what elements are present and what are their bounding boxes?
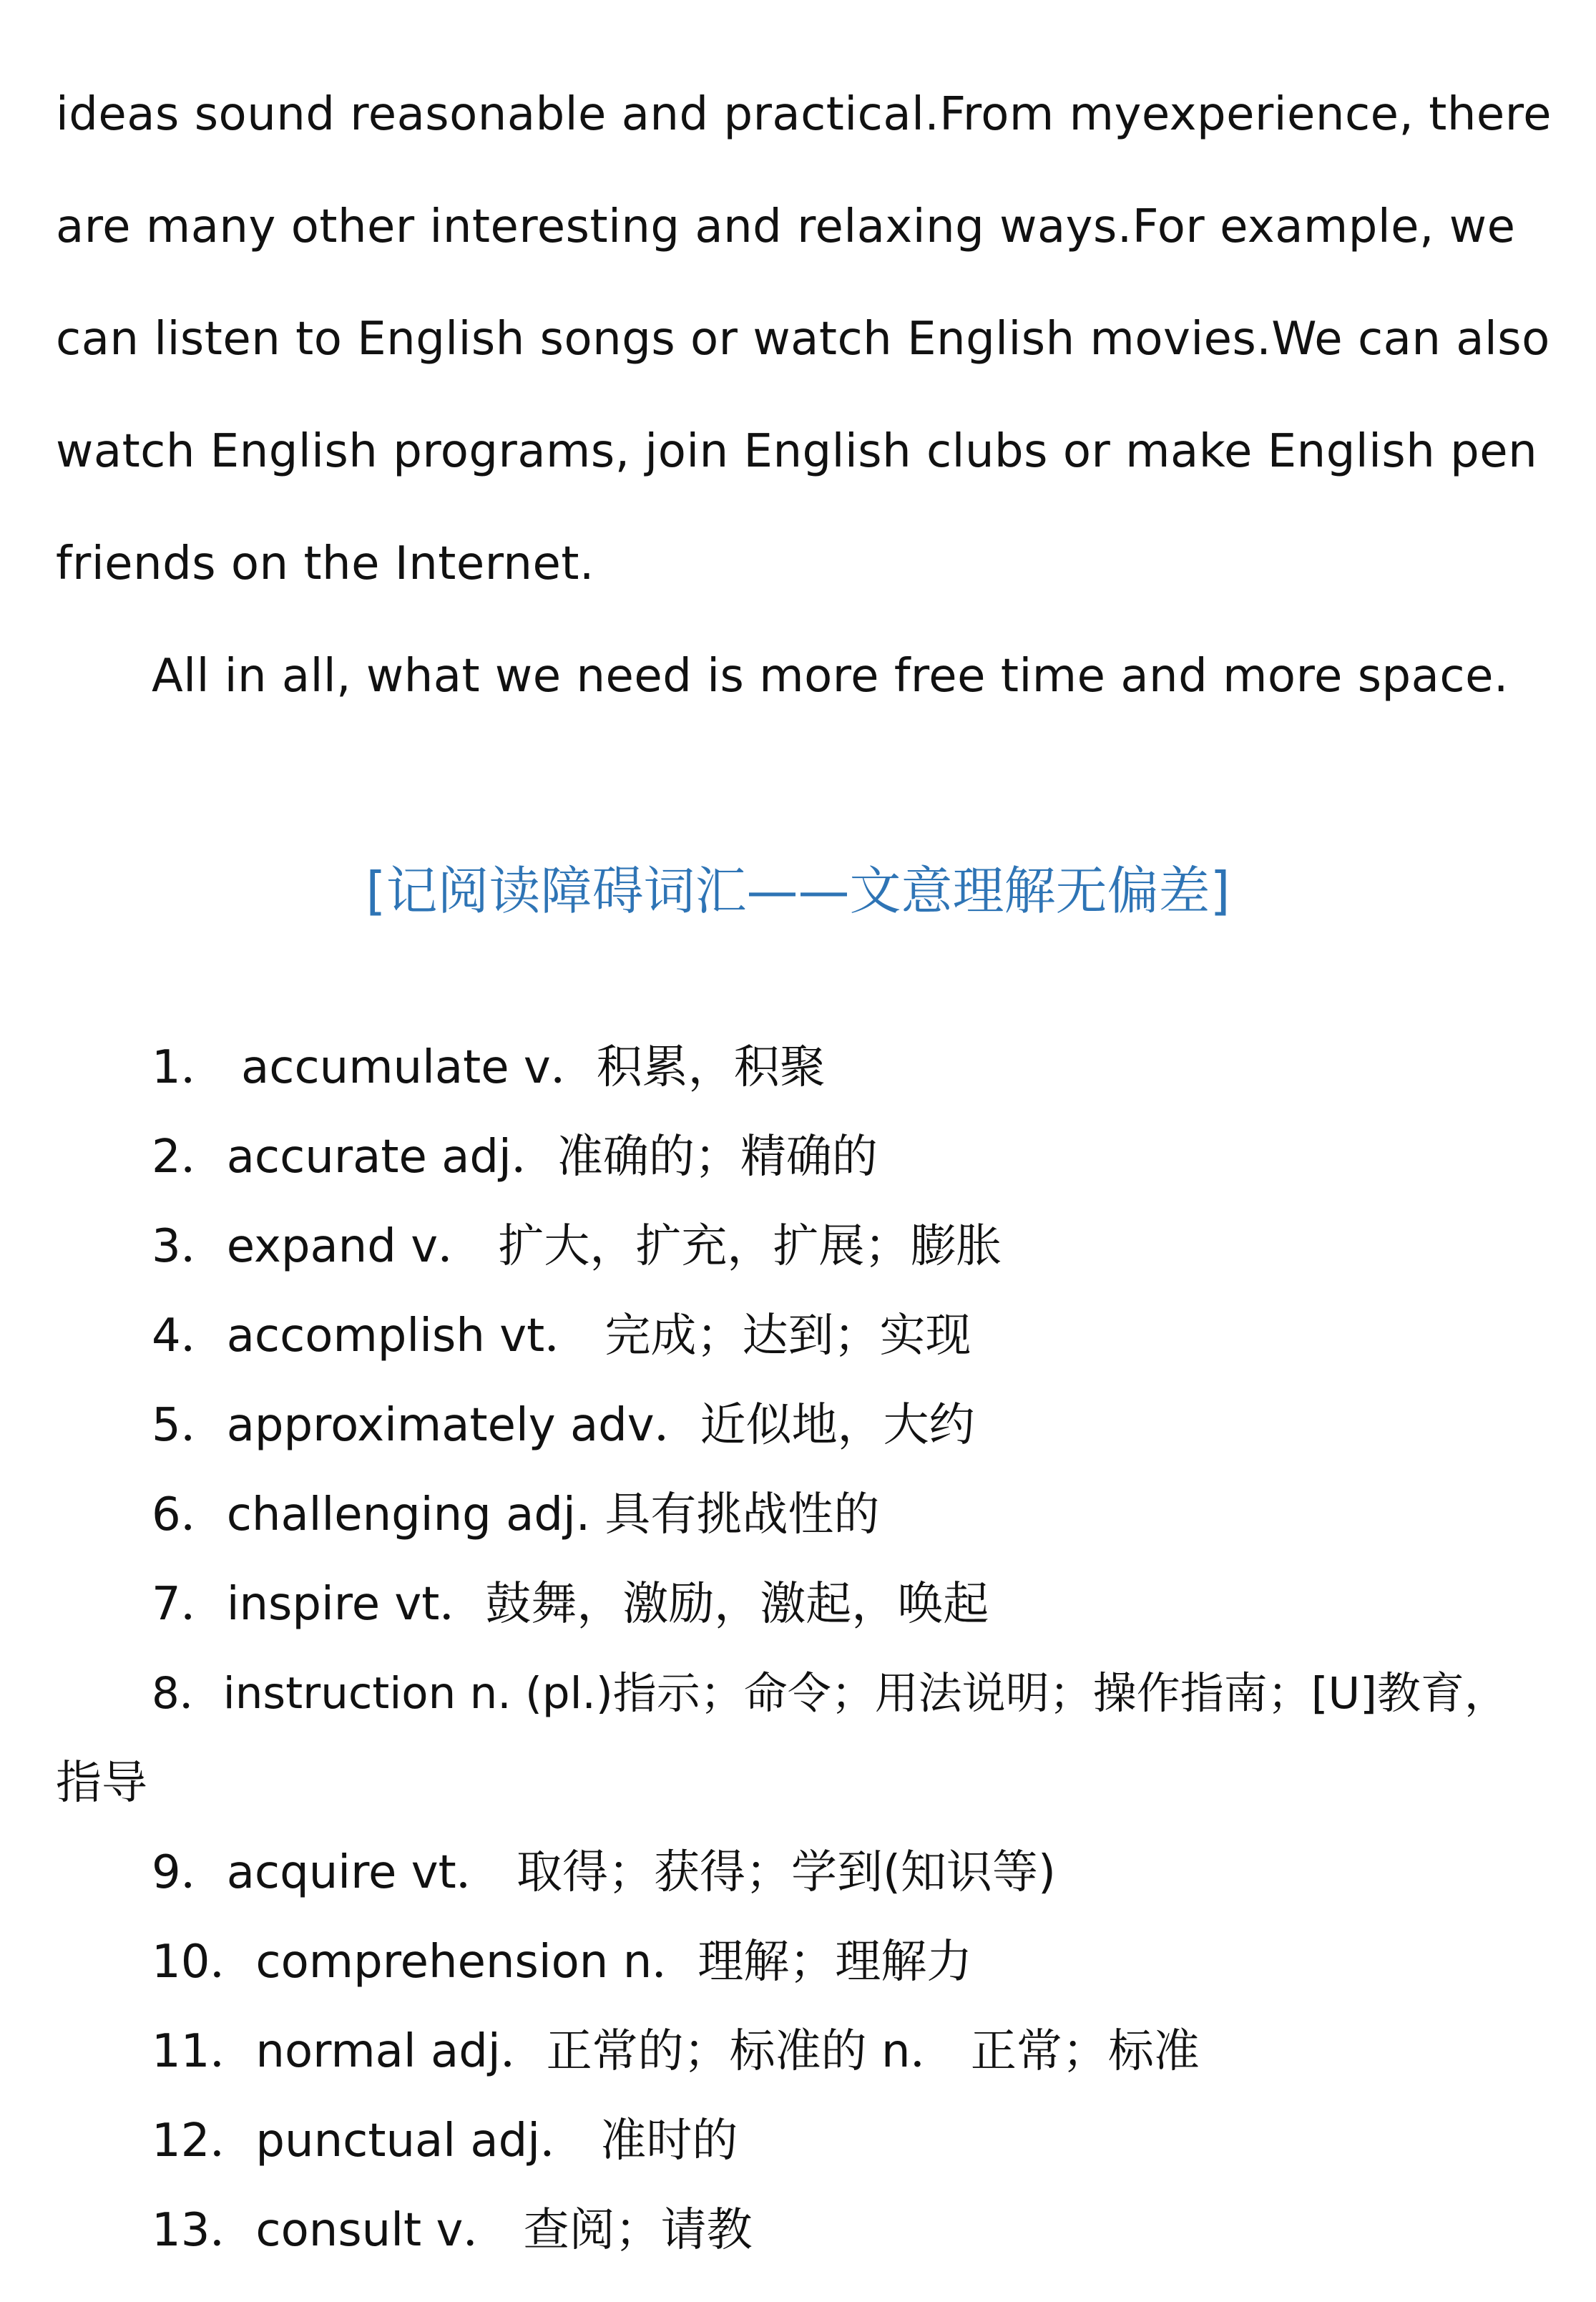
vocab-item: 8．instruction n. (pl.)指示；命令；用法说明；操作指南；[U]教育， (152, 1668, 1508, 1719)
vocab-item: 4．accomplish vt． 完成；达到；实现 (152, 1309, 971, 1362)
vocab-item-continuation: 指导 (56, 1757, 147, 1810)
vocab-item: 13．consult v． 查阅；请教 (152, 2204, 753, 2257)
section-title: [记阅读障碍词汇——文意理解无偏差] (366, 861, 1230, 921)
vocab-item: 9．acquire vt． 取得；获得；学到(知识等) (152, 1846, 1056, 1899)
vocab-item: 1． accumulate v．积累，积聚 (152, 1041, 826, 1094)
vocab-item: 3．expand v． 扩大，扩充，扩展；膨胀 (152, 1220, 1002, 1273)
vocab-item: 7．inspire vt．鼓舞，激励，激起，唤起 (152, 1578, 989, 1631)
vocab-item: 12．punctual adj． 准时的 (152, 2115, 738, 2167)
vocab-item: 11．normal adj．正常的；标准的 n． 正常；标准 (152, 2025, 1200, 2078)
vocab-item: 2．accurate adj．准确的；精确的 (152, 1131, 878, 1184)
passage-line: are many other interesting and relaxing ways.For example, we (56, 200, 1516, 253)
passage-line: watch English programs, join English clubs or make English pen (56, 425, 1538, 478)
passage-line: friends on the Internet. (56, 537, 594, 590)
passage-line: ideas sound reasonable and practical.From myexperience, there (56, 88, 1552, 141)
passage-conclusion: All in all, what we need is more free time and more space. (152, 650, 1509, 703)
vocab-item: 6．challenging adj. 具有挑战性的 (152, 1488, 880, 1541)
passage-line: can listen to English songs or watch English movies.We can also (56, 313, 1550, 366)
vocab-item: 5．approximately adv．近似地，大约 (152, 1399, 975, 1452)
vocab-item: 10．comprehension n．理解；理解力 (152, 1936, 973, 1989)
